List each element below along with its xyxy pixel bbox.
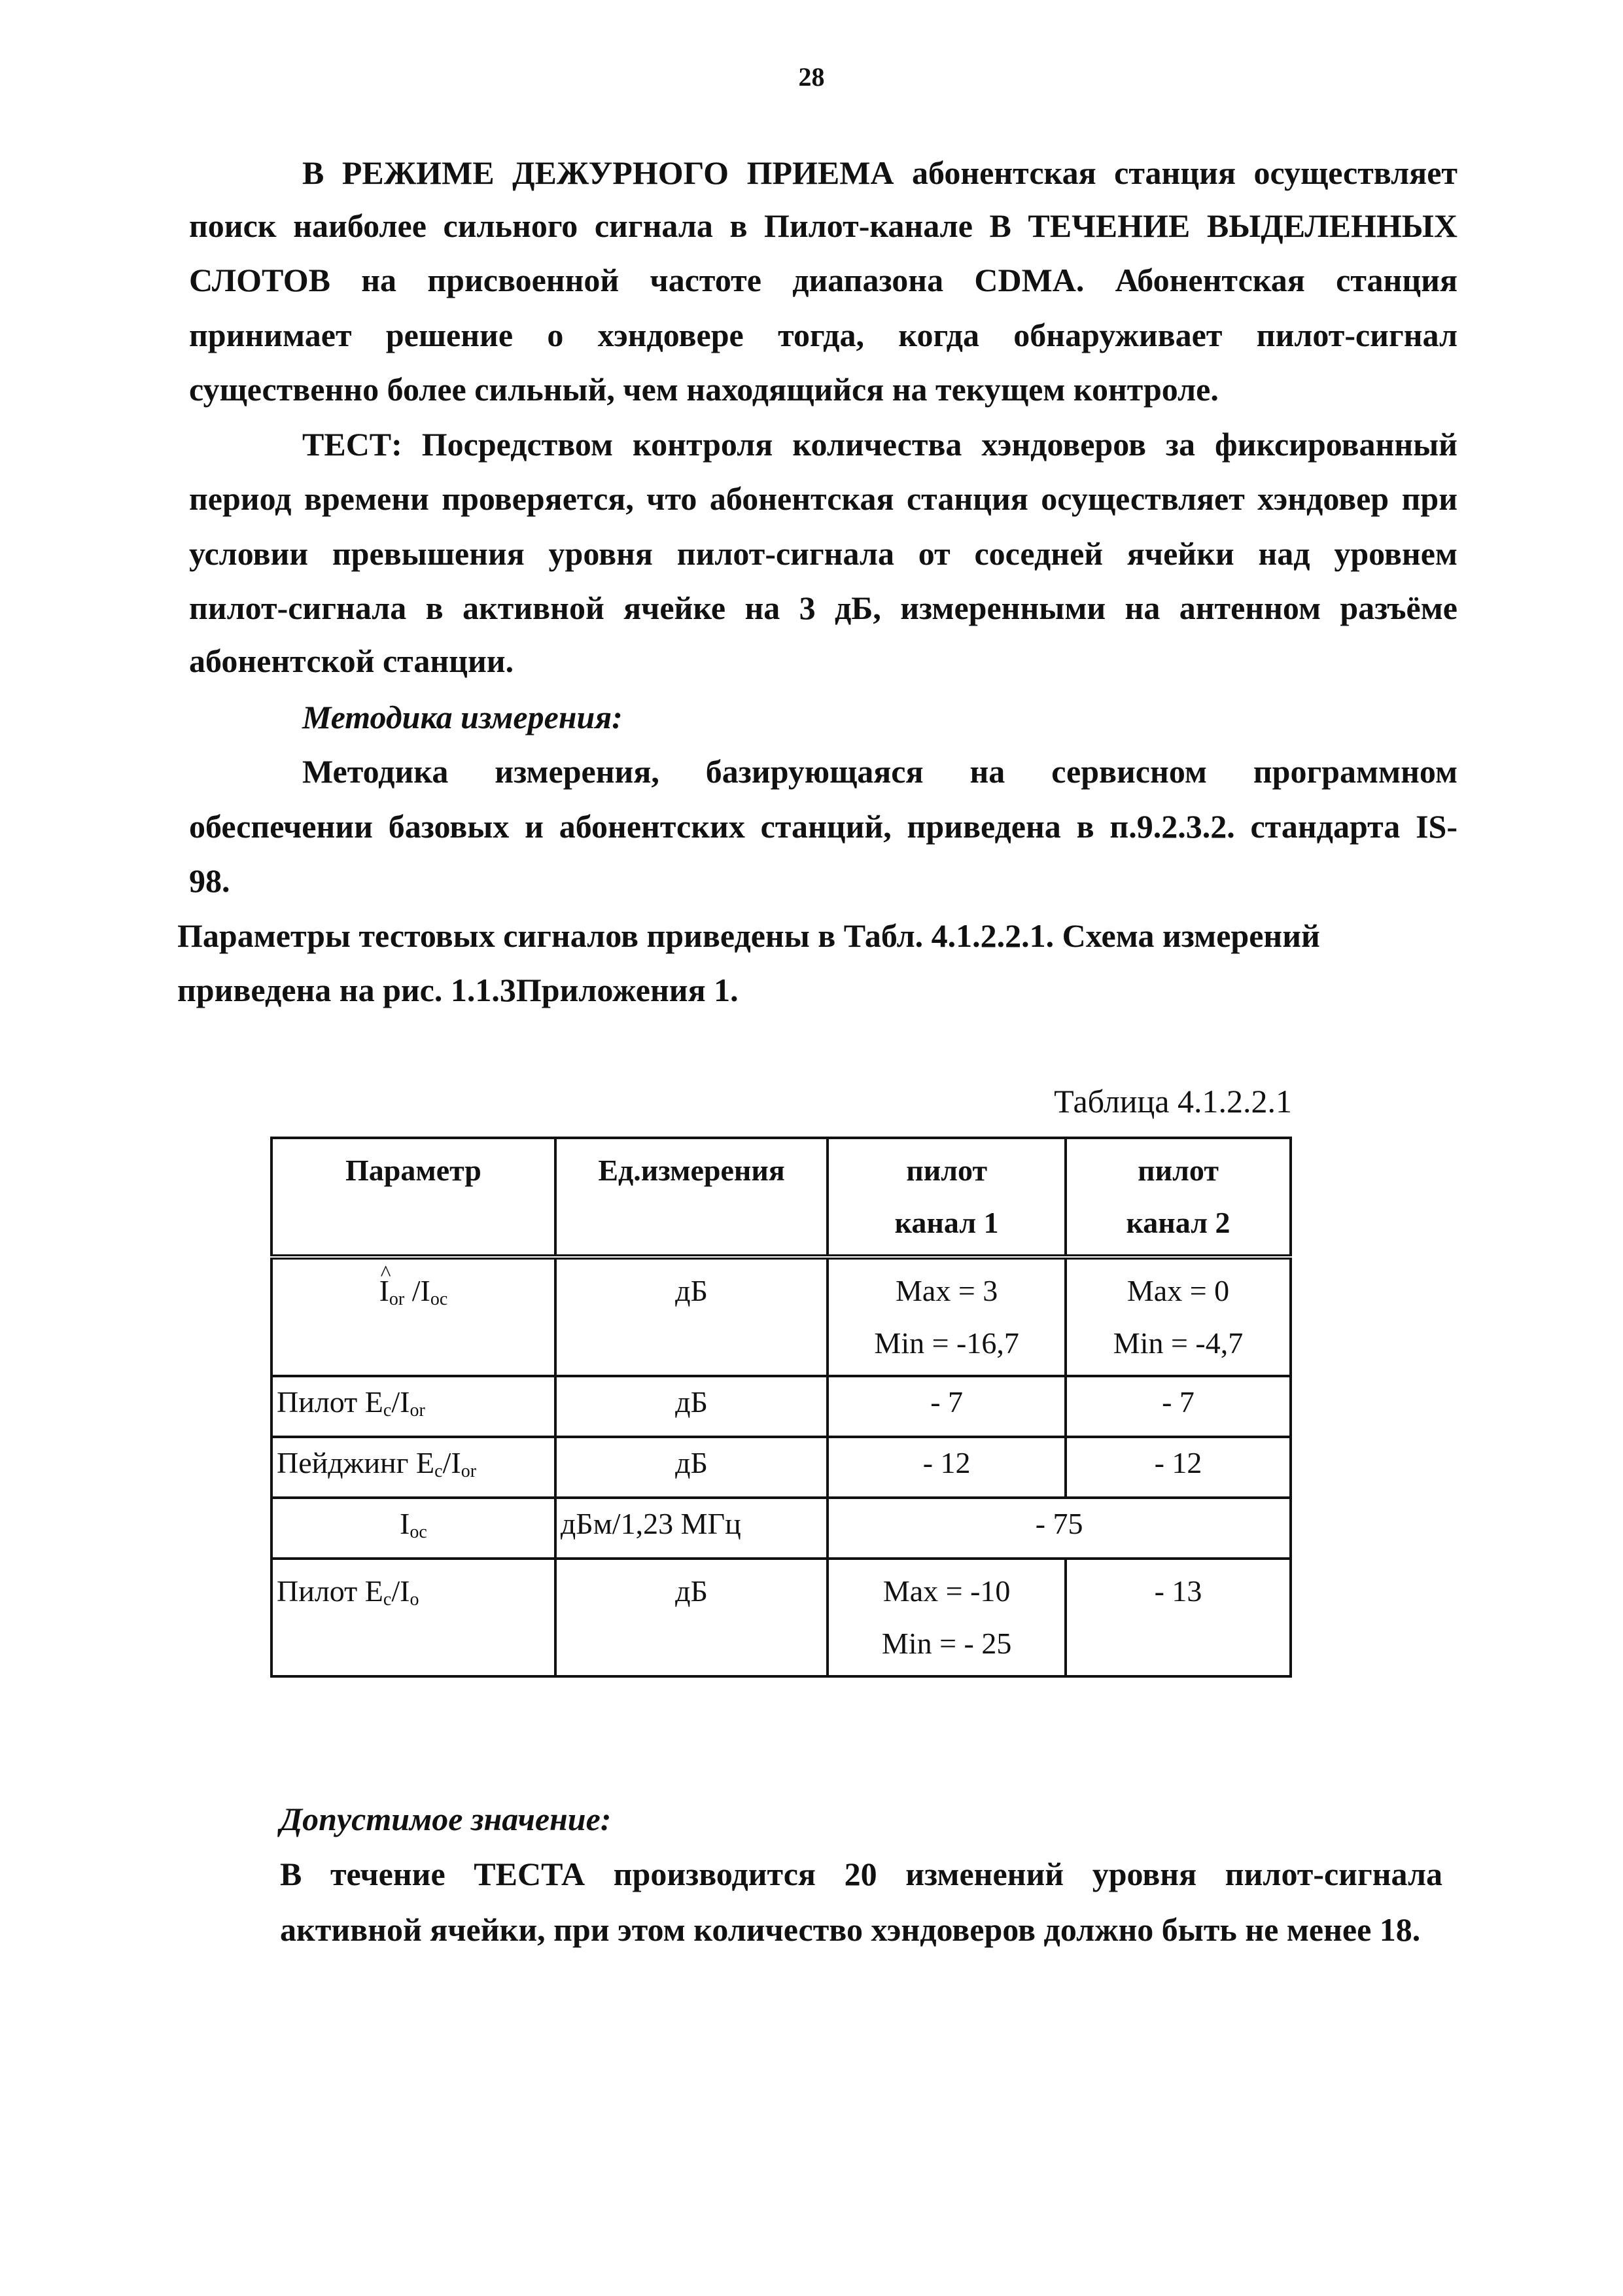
header-pilot-channel-1: пилот канал 1	[828, 1138, 1066, 1257]
paragraph-line: принимает решение о хэндовере тогда, когда обнаруживает пилот-сигнал	[189, 317, 1457, 353]
method-line: Параметры тестовых сигналов приведены в Табл. 4.1.2.2.1. Схема измерений	[177, 917, 1320, 954]
paragraph-line: период времени проверяется, что абонентская станция осуществляет хэндовер при	[189, 480, 1457, 517]
param-cell: ^ $I_{or}$ $/I_{oc}$	[271, 1257, 555, 1376]
method-line: 98.	[189, 862, 230, 899]
channel-2-cell: - 12	[1066, 1437, 1291, 1498]
table-row	[271, 1257, 1291, 1376]
param-cell: Пейджинг $E_c/I_{or}$	[271, 1437, 555, 1498]
table-caption: Таблица 4.1.2.2.1	[1054, 1083, 1292, 1120]
param-cell: $I_{oc}$	[271, 1498, 555, 1559]
unit-cell: дБ	[555, 1257, 828, 1376]
unit-cell: дБ	[555, 1437, 828, 1498]
method-line: приведена на рис. 1.1.3Приложения 1.	[177, 972, 739, 1008]
method-heading: Методика измерения:	[302, 699, 623, 735]
paragraph-line: поиск наиболее сильного сигнала в Пилот-канале В ТЕЧЕНИЕ ВЫДЕЛЕННЫХ	[189, 207, 1457, 244]
table-row	[271, 1559, 1291, 1676]
header-unit: Ед.измерения	[555, 1138, 828, 1257]
paragraph-line: условии превышения уровня пилот-сигнала от соседней ячейки над уровнем	[189, 535, 1457, 572]
allowed-line: активной ячейки, при этом количество хэндоверов должно быть не менее 18.	[280, 1911, 1421, 1948]
channel-1-cell: Max = -10 Min = - 25	[828, 1559, 1066, 1676]
allowed-line: В течение ТЕСТА производится 20 изменений уровня пилот-сигнала	[280, 1856, 1442, 1892]
method-line: Методика измерения, базирующаяся на сервисном программном	[302, 753, 1457, 790]
paragraph-line: ТЕСТ: Посредством контроля количества хэндоверов за фиксированный	[302, 426, 1457, 463]
unit-cell: дБм/1,23 МГц	[555, 1498, 828, 1559]
method-line: обеспечении базовых и абонентских станций, приведена в п.9.2.3.2. стандарта IS-	[189, 808, 1457, 845]
channel-1-cell: - 12	[828, 1437, 1066, 1498]
table-row	[271, 1498, 1291, 1559]
paragraph-line: существенно более сильный, чем находящийся на текущем контроле.	[189, 371, 1219, 408]
channels-merged-cell: - 75	[828, 1498, 1291, 1559]
channel-2-cell: - 7	[1066, 1376, 1291, 1437]
param-cell: Пилот $E_c/I_o$	[271, 1559, 555, 1676]
param-cell: Пилот $E_c/I_{or}$	[271, 1376, 555, 1437]
paragraph-line: абонентской станции.	[189, 643, 514, 679]
table-row	[271, 1376, 1291, 1437]
header-parameter: Параметр	[271, 1138, 555, 1257]
channel-1-cell: - 7	[828, 1376, 1066, 1437]
channel-1-cell: Max = 3 Min = -16,7	[828, 1257, 1066, 1376]
table-row	[271, 1437, 1291, 1498]
parameters-table	[270, 1137, 1292, 1678]
page-number: 28	[798, 62, 825, 92]
paragraph-line: В РЕЖИМЕ ДЕЖУРНОГО ПРИЕМА абонентская станция осуществляет	[302, 154, 1457, 191]
header-pilot-channel-2: пилот канал 2	[1066, 1138, 1291, 1257]
unit-cell: дБ	[555, 1559, 828, 1676]
channel-2-cell: - 13	[1066, 1559, 1291, 1676]
paragraph-line: пилот-сигнала в активной ячейке на 3 дБ, измеренными на антенном разъёме	[189, 590, 1457, 626]
table-header-row	[271, 1138, 1291, 1257]
paragraph-line: СЛОТОВ на присвоенной частоте диапазона CDMA. Абонентская станция	[189, 262, 1457, 298]
allowed-heading: Допустимое значение:	[280, 1801, 612, 1837]
unit-cell: дБ	[555, 1376, 828, 1437]
channel-2-cell: Max = 0 Min = -4,7	[1066, 1257, 1291, 1376]
